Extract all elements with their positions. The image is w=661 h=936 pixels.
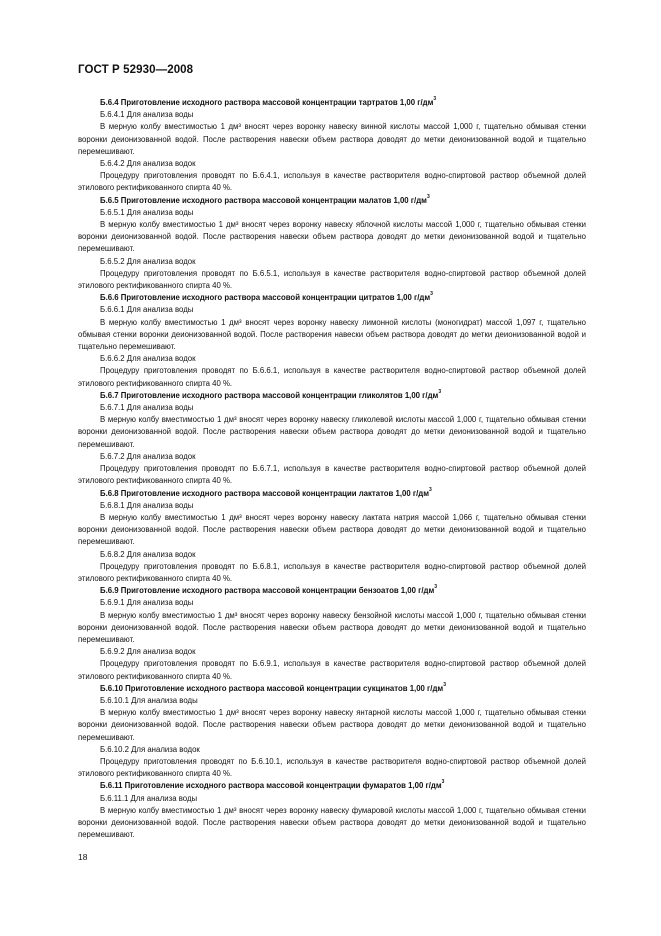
paragraph: Процедуру приготовления проводят по Б.6.10.1, используя в качестве растворителя водно-спиртовой раствор объемной долей этилового ректификованного спирта 40 %. [78,756,586,779]
section-heading-text: Б.6.5 Приготовление исходного раствора массовой концентрации малатов 1,00 г/дм [100,195,427,205]
superscript: 3 [426,193,430,200]
paragraph: Б.6.11.1 Для анализа воды [100,793,198,803]
paragraph: В мерную колбу вместимостью 1 дм³ вносят через воронку навеску яблочной кислоты массой 1,000 г, тщательно обмывая стенки воронки деионизованной водой. После растворения навески объем раствора доводят до метки деионизованной водой и тщательно перемешивают. [78,220,586,254]
paragraph: Б.6.4.2 Для анализа водок [100,159,196,169]
paragraph: Б.6.7.2 Для анализа водок [100,451,196,461]
section-heading-text: Б.6.10 Приготовление исходного раствора массовой концентрации сукцинатов 1,00 г/дм [100,683,444,693]
section-heading [78,488,586,500]
superscript: 3 [428,486,432,493]
paragraph: В мерную колбу вместимостью 1 дм³ вносят через воронку навеску гликолевой кислоты массой 1,000 г, тщательно обмывая стенки воронки деионизованной водой. После растворения навески объем раствора доводят до метки деионизованной водой и тщательно перемешивают. [78,415,586,449]
paragraph: Б.6.5.2 Для анализа водок [100,256,196,266]
section-heading [78,390,586,402]
paragraph: Б.6.9.1 Для анализа воды [100,598,194,608]
paragraph: Б.6.7.1 Для анализа воды [100,403,194,413]
page-number: 18 [78,852,88,862]
paragraph: Б.6.10.2 Для анализа водок [100,744,200,754]
superscript: 3 [434,584,438,591]
section-heading-text: Б.6.9 Приготовление исходного раствора массовой концентрации бензоатов 1,00 г/дм [100,586,435,596]
paragraph: В мерную колбу вместимостью 1 дм³ вносят через воронку навеску бензойной кислоты массой 1,000 г, тщательно обмывая стенки воронки деионизованной водой. После растворения навески объем раствора доводят до метки деионизованной водой и тщательно перемешивают. [78,610,586,644]
paragraph: Б.6.9.2 Для анализа водок [100,647,196,657]
section-heading [78,97,586,109]
section-heading-text: Б.6.7 Приготовление исходного раствора массовой концентрации гликолятов 1,00 г/дм [100,390,439,400]
section-heading-text: Б.6.11 Приготовление исходного раствора массовой концентрации фумаратов 1,00 г/дм [100,781,442,791]
paragraph: Б.6.4.1 Для анализа воды [100,110,194,120]
paragraph: Процедуру приготовления проводят по Б.6.5.1, используя в качестве растворителя водно-спиртовой раствор объемной долей этилового ректификованного спирта 40 %. [78,268,586,291]
paragraph: Процедуру приготовления проводят по Б.6.9.1, используя в качестве растворителя водно-спиртовой раствор объемной долей этилового ректификованного спирта 40 %. [78,659,586,681]
paragraph: В мерную колбу вместимостью 1 дм³ вносят через воронку навеску фумаровой кислоты массой 1,000 г, тщательно обмывая стенки воронки деионизованной водой. После растворения навески объем раствора доводят до метки деионизованной водой и тщательно перемешивают. [78,805,586,840]
paragraph: В мерную колбу вместимостью 1 дм³ вносят через воронку навеску лимонной кислоты (моногидрат) массой 1,097 г, тщательно обмывая стенки воронки деионизованной водой. После растворения навески объем раствора доводят до метки деионизованной водой и тщательно перемешивают. [78,317,586,352]
paragraph: В мерную колбу вместимостью 1 дм³ вносят через воронку навеску янтарной кислоты массой 1,000 г, тщательно обмывая стенки воронки деионизованной водой. После растворения навески объем раствора доводят до метки деионизованной водой и тщательно перемешивают. [78,708,586,742]
paragraph: Б.6.6.2 Для анализа водок [100,354,196,364]
superscript: 3 [433,96,437,102]
section-heading [78,292,586,304]
paragraph: Процедуру приготовления проводят по Б.6.8.1, используя в качестве растворителя водно-спиртовой раствор объемной долей этилового ректификованного спирта 40 %. [78,561,586,583]
paragraph: Процедуру приготовления проводят по Б.6.4.1, используя в качестве растворителя водно-спиртовой раствор объемной долей этилового ректификованного спирта 40 %. [78,171,586,193]
superscript: 3 [430,291,433,298]
paragraph: В мерную колбу вместимостью 1 дм³ вносят через воронку навеску лактата натрия массой 1,066 г, тщательно обмывая стенки воронки деионизованной водой. После растворения навески объем раствора доводят до метки деионизованной водой и тщательно перемешивают. [78,512,586,547]
section-heading-text: Б.6.4 Приготовление исходного раствора массовой концентрации тартратов 1,00 г/дм [100,98,434,107]
section-heading-text: Б.6.8 Приготовление исходного раствора массовой концентрации лактатов 1,00 г/дм [100,488,429,498]
paragraph: Б.6.5.1 Для анализа воды [100,207,194,217]
paragraph: Б.6.8.1 Для анализа воды [100,500,194,510]
superscript: 3 [441,779,445,786]
superscript: 3 [438,388,442,395]
paragraph: Процедуру приготовления проводят по Б.6.6.1, используя в качестве растворителя водно-спиртовой раствор объемной долей этилового ректификованного спирта 40 %. [78,366,586,388]
section-heading [78,585,586,597]
paragraph: В мерную колбу вместимостью 1 дм³ вносят через воронку навеску винной кислоты массой 1,000 г, тщательно обмывая стенки воронки деионизованной водой. После растворения навески объем раствора доводят до метки деионизованной водой и тщательно перемешивают. [78,122,586,156]
section-heading [78,780,586,792]
section-heading [78,683,586,695]
paragraph: Б.6.6.1 Для анализа воды [100,305,194,315]
superscript: 3 [443,681,446,688]
section-heading [78,195,586,207]
document-header: ГОСТ Р 52930—2008 [78,64,194,76]
paragraph: Б.6.8.2 Для анализа водок [100,549,196,559]
paragraph: Б.6.10.1 Для анализа воды [100,695,198,705]
paragraph: Процедуру приготовления проводят по Б.6.7.1, используя в качестве растворителя водно-спиртовой раствор объемной долей этилового ректификованного спирта 40 %. [78,464,586,486]
document-body [78,97,586,841]
section-heading-text: Б.6.6 Приготовление исходного раствора массовой концентрации цитратов 1,00 г/дм [100,293,431,303]
